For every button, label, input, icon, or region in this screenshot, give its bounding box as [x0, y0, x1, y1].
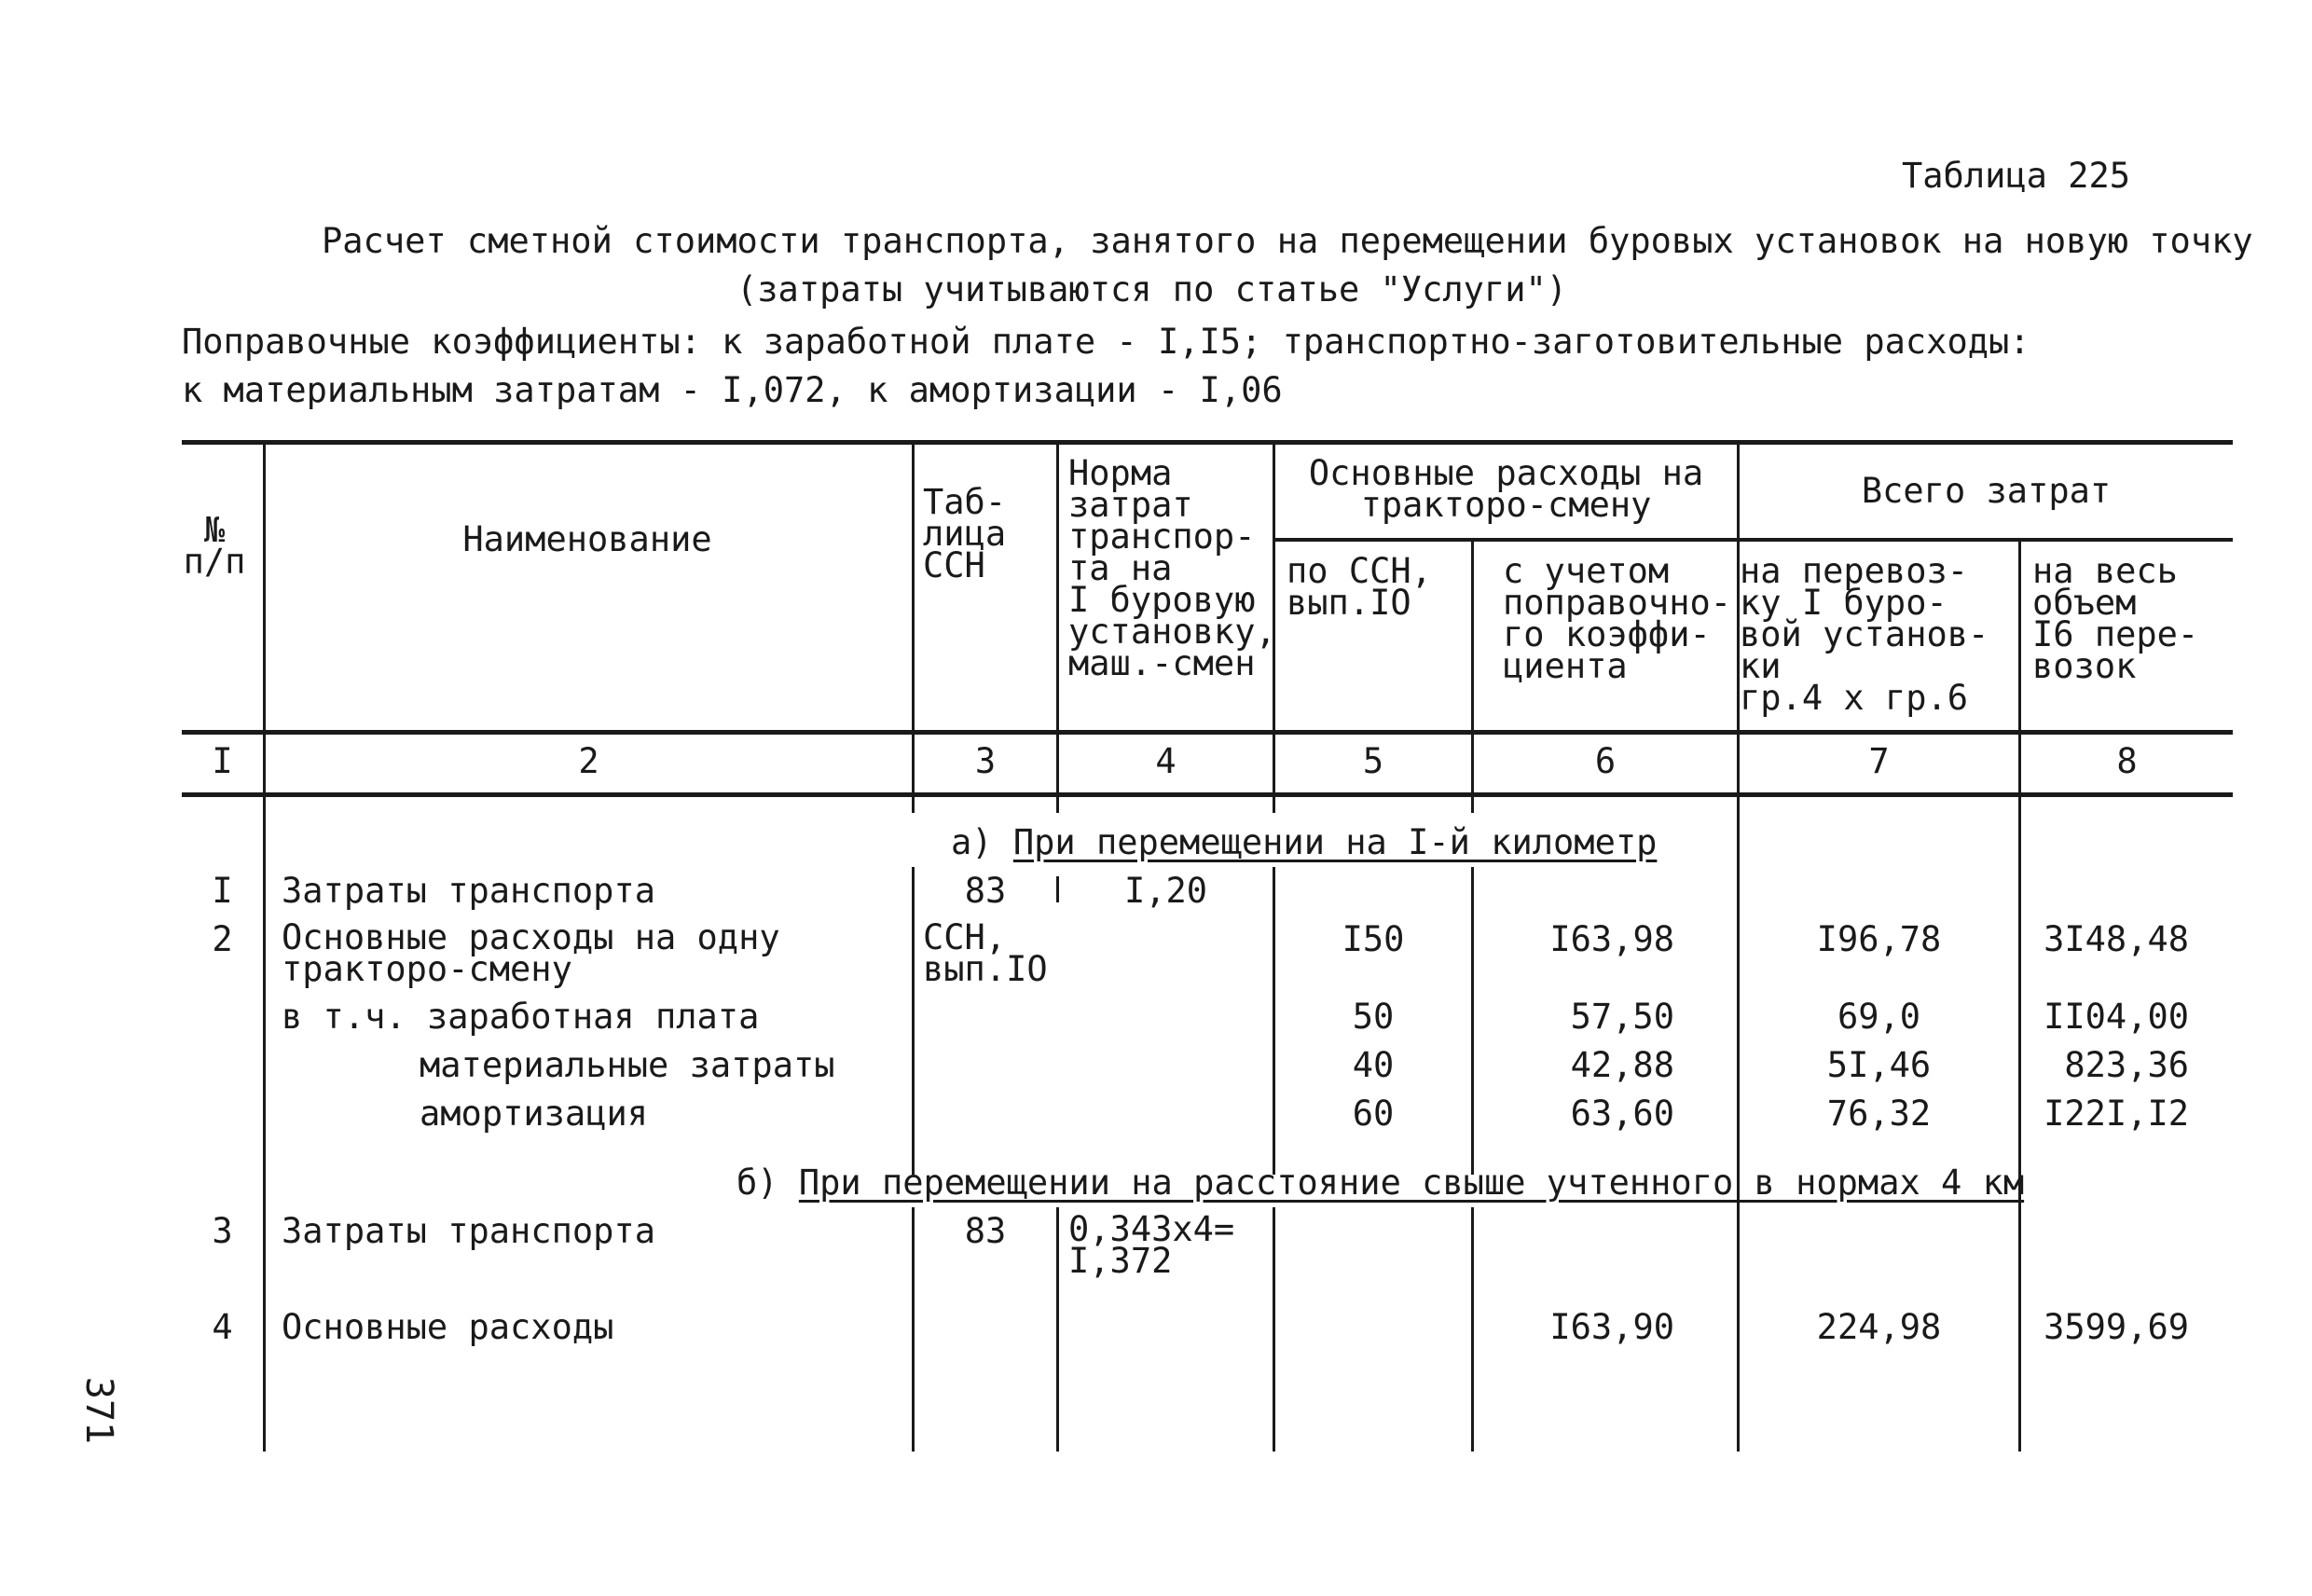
row-total-one: 224,98 [1816, 1307, 1942, 1347]
row-name: Основные расходы на одну тракторо-смену [282, 917, 780, 989]
header-ssn-table: Таб- лица ССН [923, 482, 1007, 585]
header-num: № п/п [183, 510, 246, 582]
section-a-heading [951, 822, 1658, 862]
section-b-title: При перемещении на расстояние свыше учтенного в нормах 4 км [798, 1163, 2025, 1203]
row-total-one: I96,78 [1816, 919, 1942, 959]
section-a-title: При перемещении на I-й километр [1012, 822, 1658, 862]
section-a-prefix: а) [951, 822, 993, 862]
row-norm: I,20 [1123, 871, 1208, 911]
row-number: 2 [212, 919, 233, 959]
row-base-coef: 63,60 [1570, 1094, 1674, 1134]
header-base-ssn: по ССН, вып.IO [1287, 551, 1432, 623]
table-top-rule [182, 440, 2233, 445]
header-norm: Норма затрат транспор- та на I буровую установку, маш.-смен [1068, 453, 1276, 683]
row-base-coef: I63,90 [1549, 1307, 1674, 1347]
column-number: 2 [578, 741, 599, 781]
row-name: Затраты транспорта [282, 871, 655, 911]
header-base-group: Основные расходы на тракторо-смену [1308, 453, 1704, 525]
row-total-one: 5I,46 [1826, 1045, 1932, 1085]
row-ssn-table: 83 [964, 1211, 1007, 1251]
column-number: 7 [1868, 741, 1890, 781]
row-norm: 0,343x4= I,372 [1068, 1209, 1235, 1281]
column-divider-1 [263, 440, 266, 1452]
column-number: 4 [1155, 741, 1177, 781]
section-b-heading [736, 1165, 2024, 1201]
row-total-all: 823,36 [2064, 1045, 2189, 1085]
row-total-one: 76,32 [1826, 1094, 1932, 1134]
header-name: Наименование [462, 519, 712, 559]
header-total-one: на перевоз- ку I буро- вой установ- ки гр.4 x гр.6 [1740, 551, 1989, 718]
row-total-one: 69,0 [1837, 997, 1921, 1037]
column-numbers-rule [182, 792, 2233, 797]
header-subgroup-rule [1273, 538, 2233, 542]
column-number: 3 [974, 741, 997, 781]
column-number: 6 [1594, 741, 1617, 781]
row-total-all: I22I,I2 [2044, 1094, 2189, 1134]
row-name: материальные затраты [420, 1045, 835, 1085]
column-divider-2-body [912, 867, 915, 1175]
correction-coefficients-line1: Поправочные коэффициенты: к заработной плате - I,I5; транспортно-заготовительные расходы: [182, 322, 2030, 362]
column-number: I [212, 741, 233, 781]
row-name: Основные расходы [282, 1307, 614, 1347]
row-base-coef: 42,88 [1570, 1045, 1674, 1085]
column-divider-4-body-b [1273, 1207, 1275, 1452]
row-base-ssn: 50 [1352, 997, 1395, 1037]
row-base-ssn: 40 [1352, 1045, 1395, 1085]
row-number: I [212, 871, 233, 911]
row-ssn-table: ССН, вып.IO [923, 917, 1048, 989]
header-bottom-rule [182, 730, 2233, 735]
row-name: амортизация [420, 1094, 649, 1134]
table-number: Таблица 225 [1902, 156, 2131, 196]
page-number: 371 [77, 1376, 121, 1445]
column-number: 5 [1362, 741, 1384, 781]
row-total-all: 3I48,48 [2044, 919, 2189, 959]
row-number: 3 [212, 1211, 233, 1251]
row-number: 4 [212, 1307, 233, 1347]
header-base-coef: с учетом поправочно- го коэффи- циента [1503, 551, 1732, 686]
header-total-all: на весь объем I6 пере- возок [2032, 551, 2199, 686]
row-base-coef: 57,50 [1570, 997, 1674, 1037]
row-base-ssn: I50 [1342, 919, 1405, 959]
correction-coefficients-line2: к материальным затратам - I,072, к амортизации - I,06 [182, 370, 1283, 410]
row-name: в т.ч. заработная плата [282, 997, 760, 1037]
section-b-prefix: б) [736, 1163, 778, 1203]
header-total-group: Всего затрат [1861, 471, 2112, 511]
column-divider-3-body [1056, 1207, 1059, 1452]
row-total-all: II04,00 [2044, 997, 2189, 1037]
row-name: Затраты транспорта [282, 1211, 655, 1251]
column-number: 8 [2116, 741, 2138, 781]
document-subtitle: (затраты учитываются по статье "Услуги") [736, 269, 1568, 310]
document-title: Расчет сметной стоимости транспорта, занятого на перемещении буровых установок на новую точку [322, 221, 2253, 261]
row-total-all: 3599,69 [2044, 1307, 2189, 1347]
row-base-ssn: 60 [1352, 1094, 1395, 1134]
row-base-coef: I63,98 [1549, 919, 1674, 959]
row-ssn-table: 83 [964, 871, 1007, 911]
